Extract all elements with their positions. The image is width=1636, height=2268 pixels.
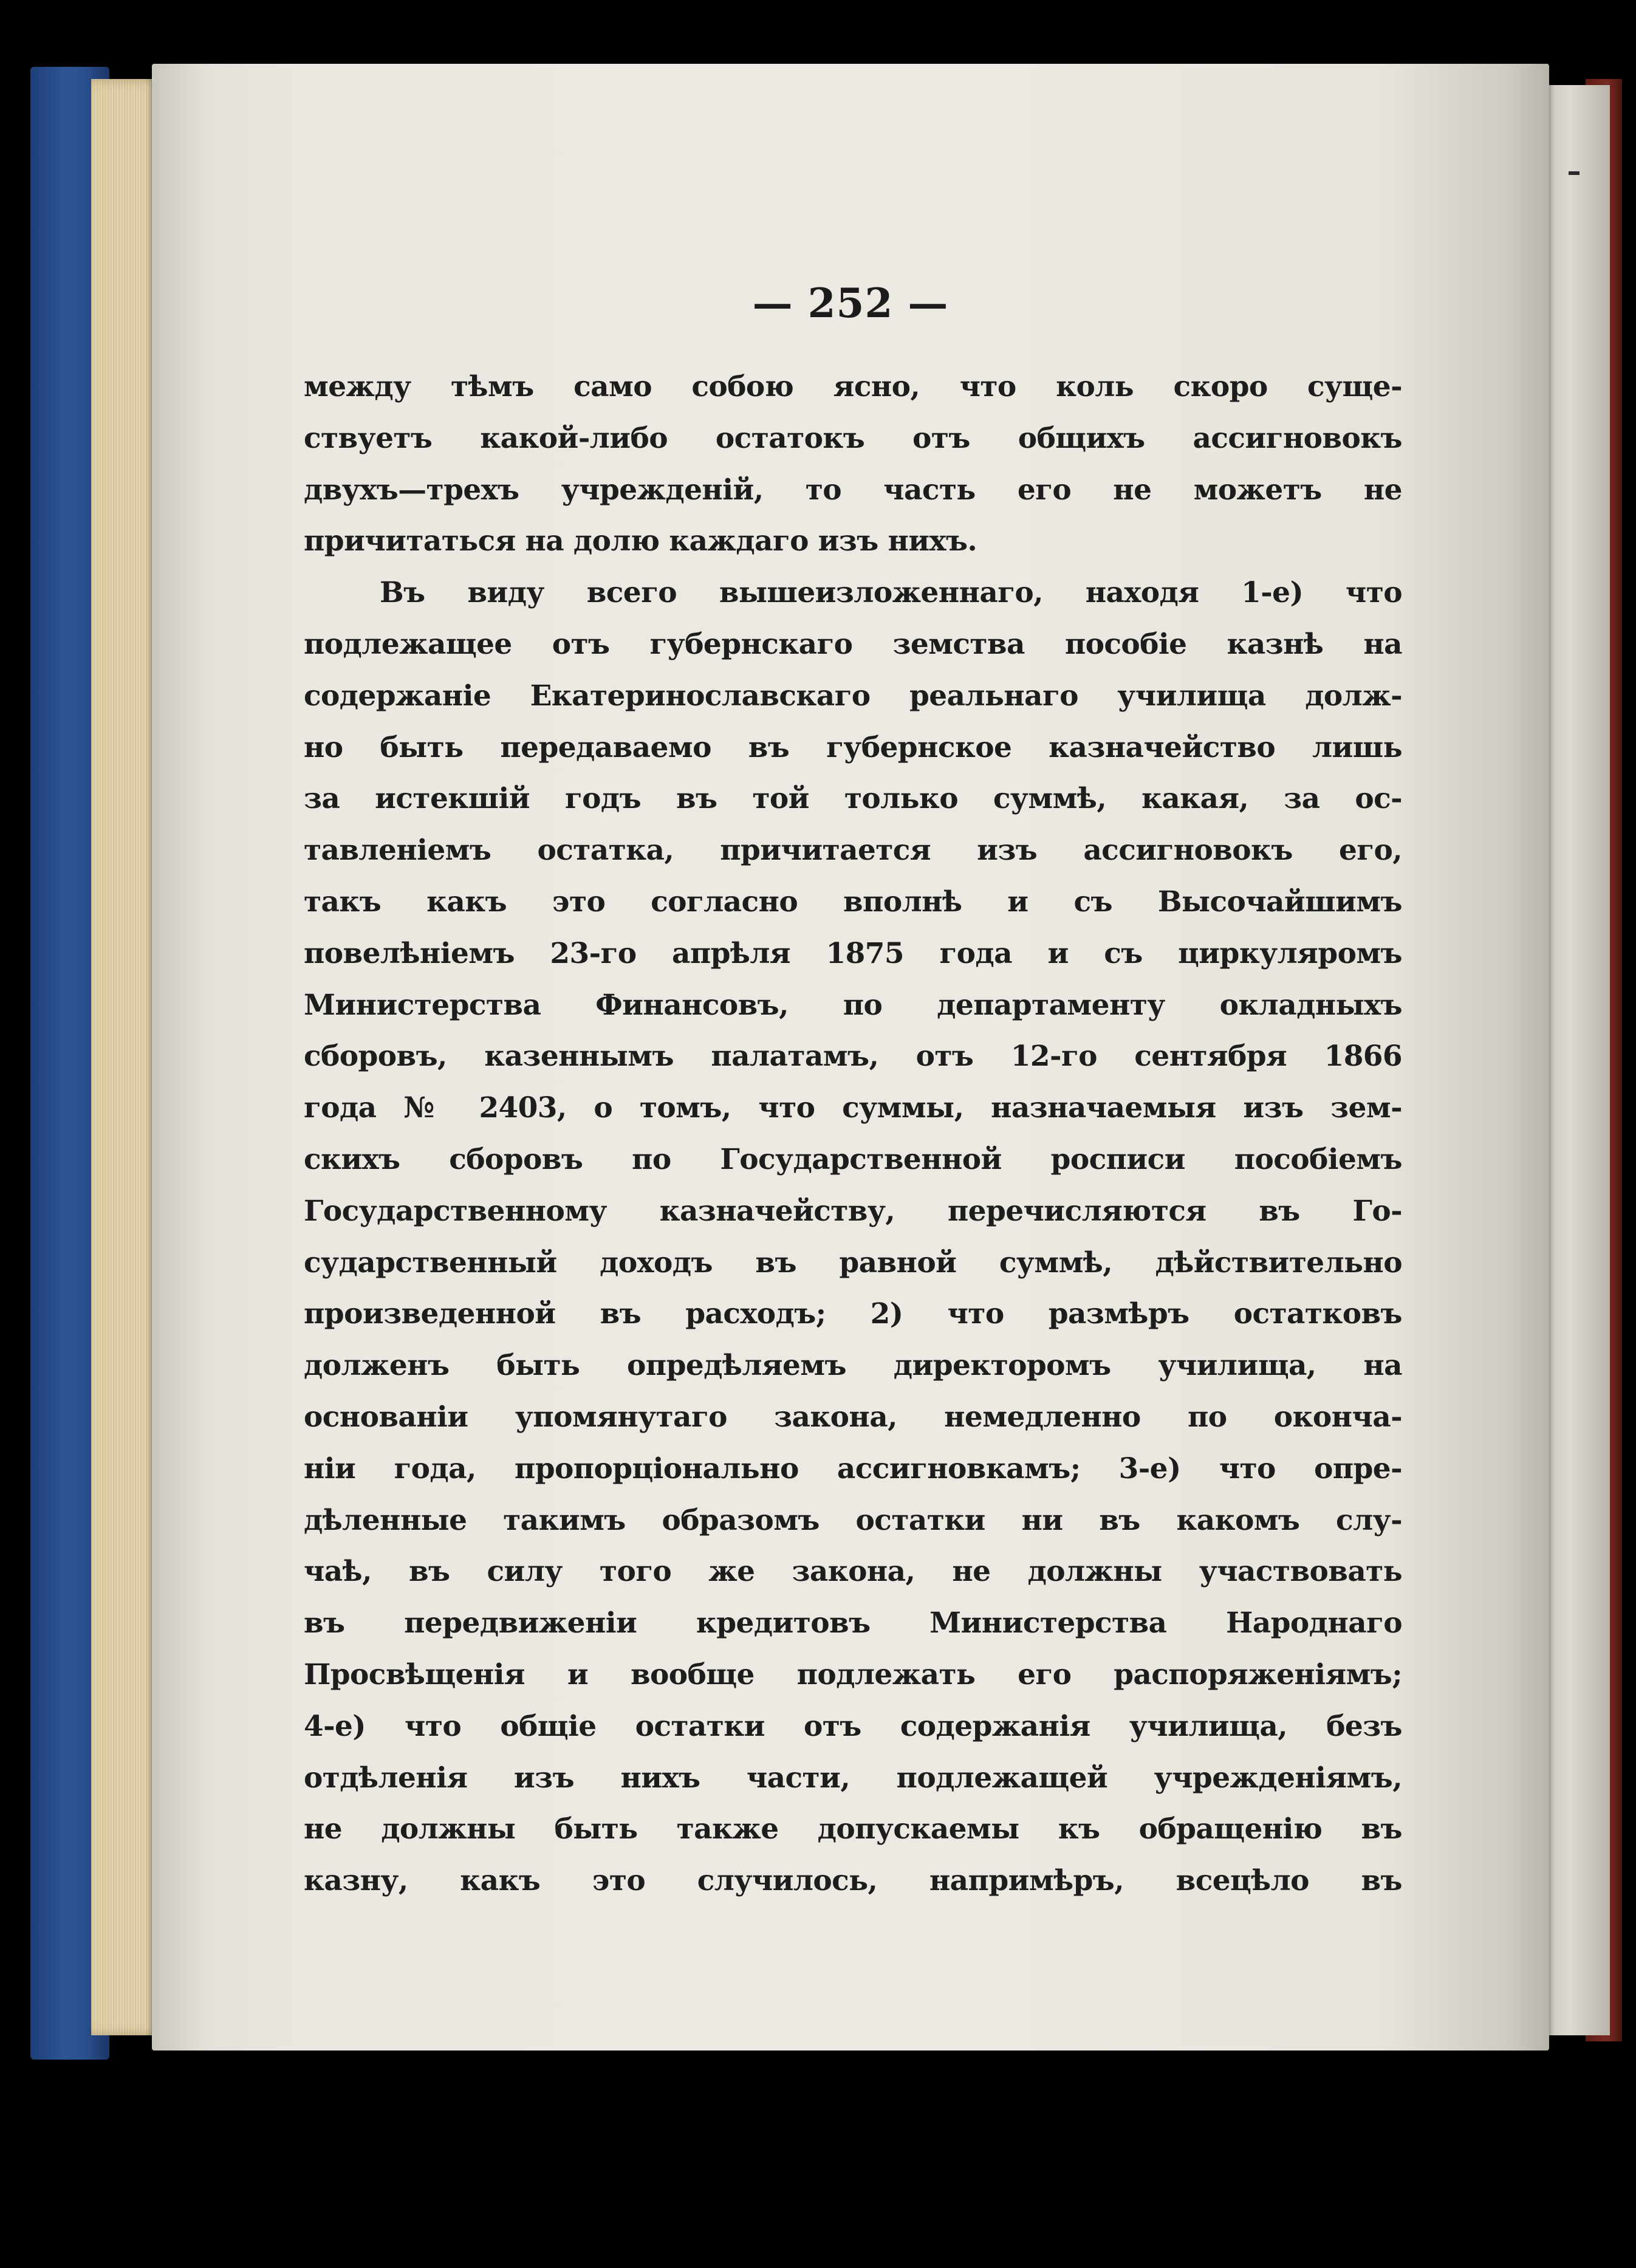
text-line: подлежащее отъ губернскаго земства пособіе казнѣ на — [304, 627, 1402, 661]
text-line: 4-е) что общіе остатки отъ содержанія училища, безъ — [304, 1709, 1402, 1743]
text-line: Министерства Финансовъ, по департаменту окладныхъ — [304, 988, 1402, 1022]
text-line: отдѣленія изъ нихъ части, подлежащей учрежденіямъ, — [304, 1761, 1402, 1795]
text-line: ствуетъ какой-либо остатокъ отъ общихъ ассигновокъ — [304, 421, 1402, 455]
text-line: тавленіемъ остатка, причитается изъ ассигновокъ его, — [304, 834, 1402, 868]
body-text — [304, 361, 1402, 1907]
text-line: но быть передаваемо въ губернское казначейство лишь — [304, 730, 1402, 764]
text-line: повелѣніемъ 23-го апрѣля 1875 года и съ циркуляромъ — [304, 936, 1402, 970]
text-line: между тѣмъ само собою ясно, что коль скоро суще- — [304, 370, 1402, 403]
paragraph-end-line: причитаться на долю каждаго изъ нихъ. — [304, 524, 977, 558]
page-number: — 252 — — [752, 279, 949, 327]
text-line: въ передвиженіи кредитовъ Министерства Народнаго — [304, 1606, 1402, 1640]
text-line: сударственный доходъ въ равной суммѣ, дѣйствительно — [304, 1245, 1402, 1280]
text-line: за истекшій годъ въ той только суммѣ, какая, за ос- — [304, 782, 1402, 816]
edge-mark — [1569, 171, 1580, 175]
text-line: дѣленные такимъ образомъ остатки ни въ какомъ слу- — [304, 1503, 1402, 1537]
text-line: содержаніе Екатеринославскаго реальнаго училища долж- — [304, 679, 1402, 713]
text-line: такъ какъ это согласно вполнѣ и съ Высочайшимъ — [304, 885, 1402, 919]
text-line: двухъ—трехъ учрежденій, то часть его не можетъ не — [304, 473, 1402, 507]
text-line: года № 2403, о томъ, что суммы, назначаемыя изъ зем- — [304, 1091, 1402, 1125]
text-line: ніи года, пропорціонально ассигновкамъ; 3-е) что опре- — [304, 1451, 1402, 1485]
text-line: сборовъ, казеннымъ палатамъ, отъ 12-го сентября 1866 — [304, 1040, 1402, 1074]
text-line: Просвѣщенія и вообще подлежать его распоряженіямъ; — [304, 1657, 1402, 1691]
paragraph-start-line: Въ виду всего вышеизложеннаго, находя 1-е) что — [380, 576, 1402, 610]
text-line: чаѣ, въ силу того же закона, не должны участвовать — [304, 1555, 1402, 1589]
text-line: Государственному казначейству, перечисляются въ Го- — [304, 1194, 1402, 1228]
text-line: казну, какъ это случилось, напримѣръ, всецѣло въ — [304, 1864, 1402, 1898]
text-line: основаніи упомянутаго закона, немедленно по оконча- — [304, 1400, 1402, 1434]
text-line: произведенной въ расходъ; 2) что размѣръ остатковъ — [304, 1297, 1402, 1331]
text-line: долженъ быть опредѣляемъ директоромъ училища, на — [304, 1349, 1402, 1383]
text-line: скихъ сборовъ по Государственной росписи пособіемъ — [304, 1142, 1402, 1176]
text-line: не должны быть также допускаемы къ обращенію въ — [304, 1812, 1402, 1846]
page-edges-right — [1543, 85, 1610, 2035]
